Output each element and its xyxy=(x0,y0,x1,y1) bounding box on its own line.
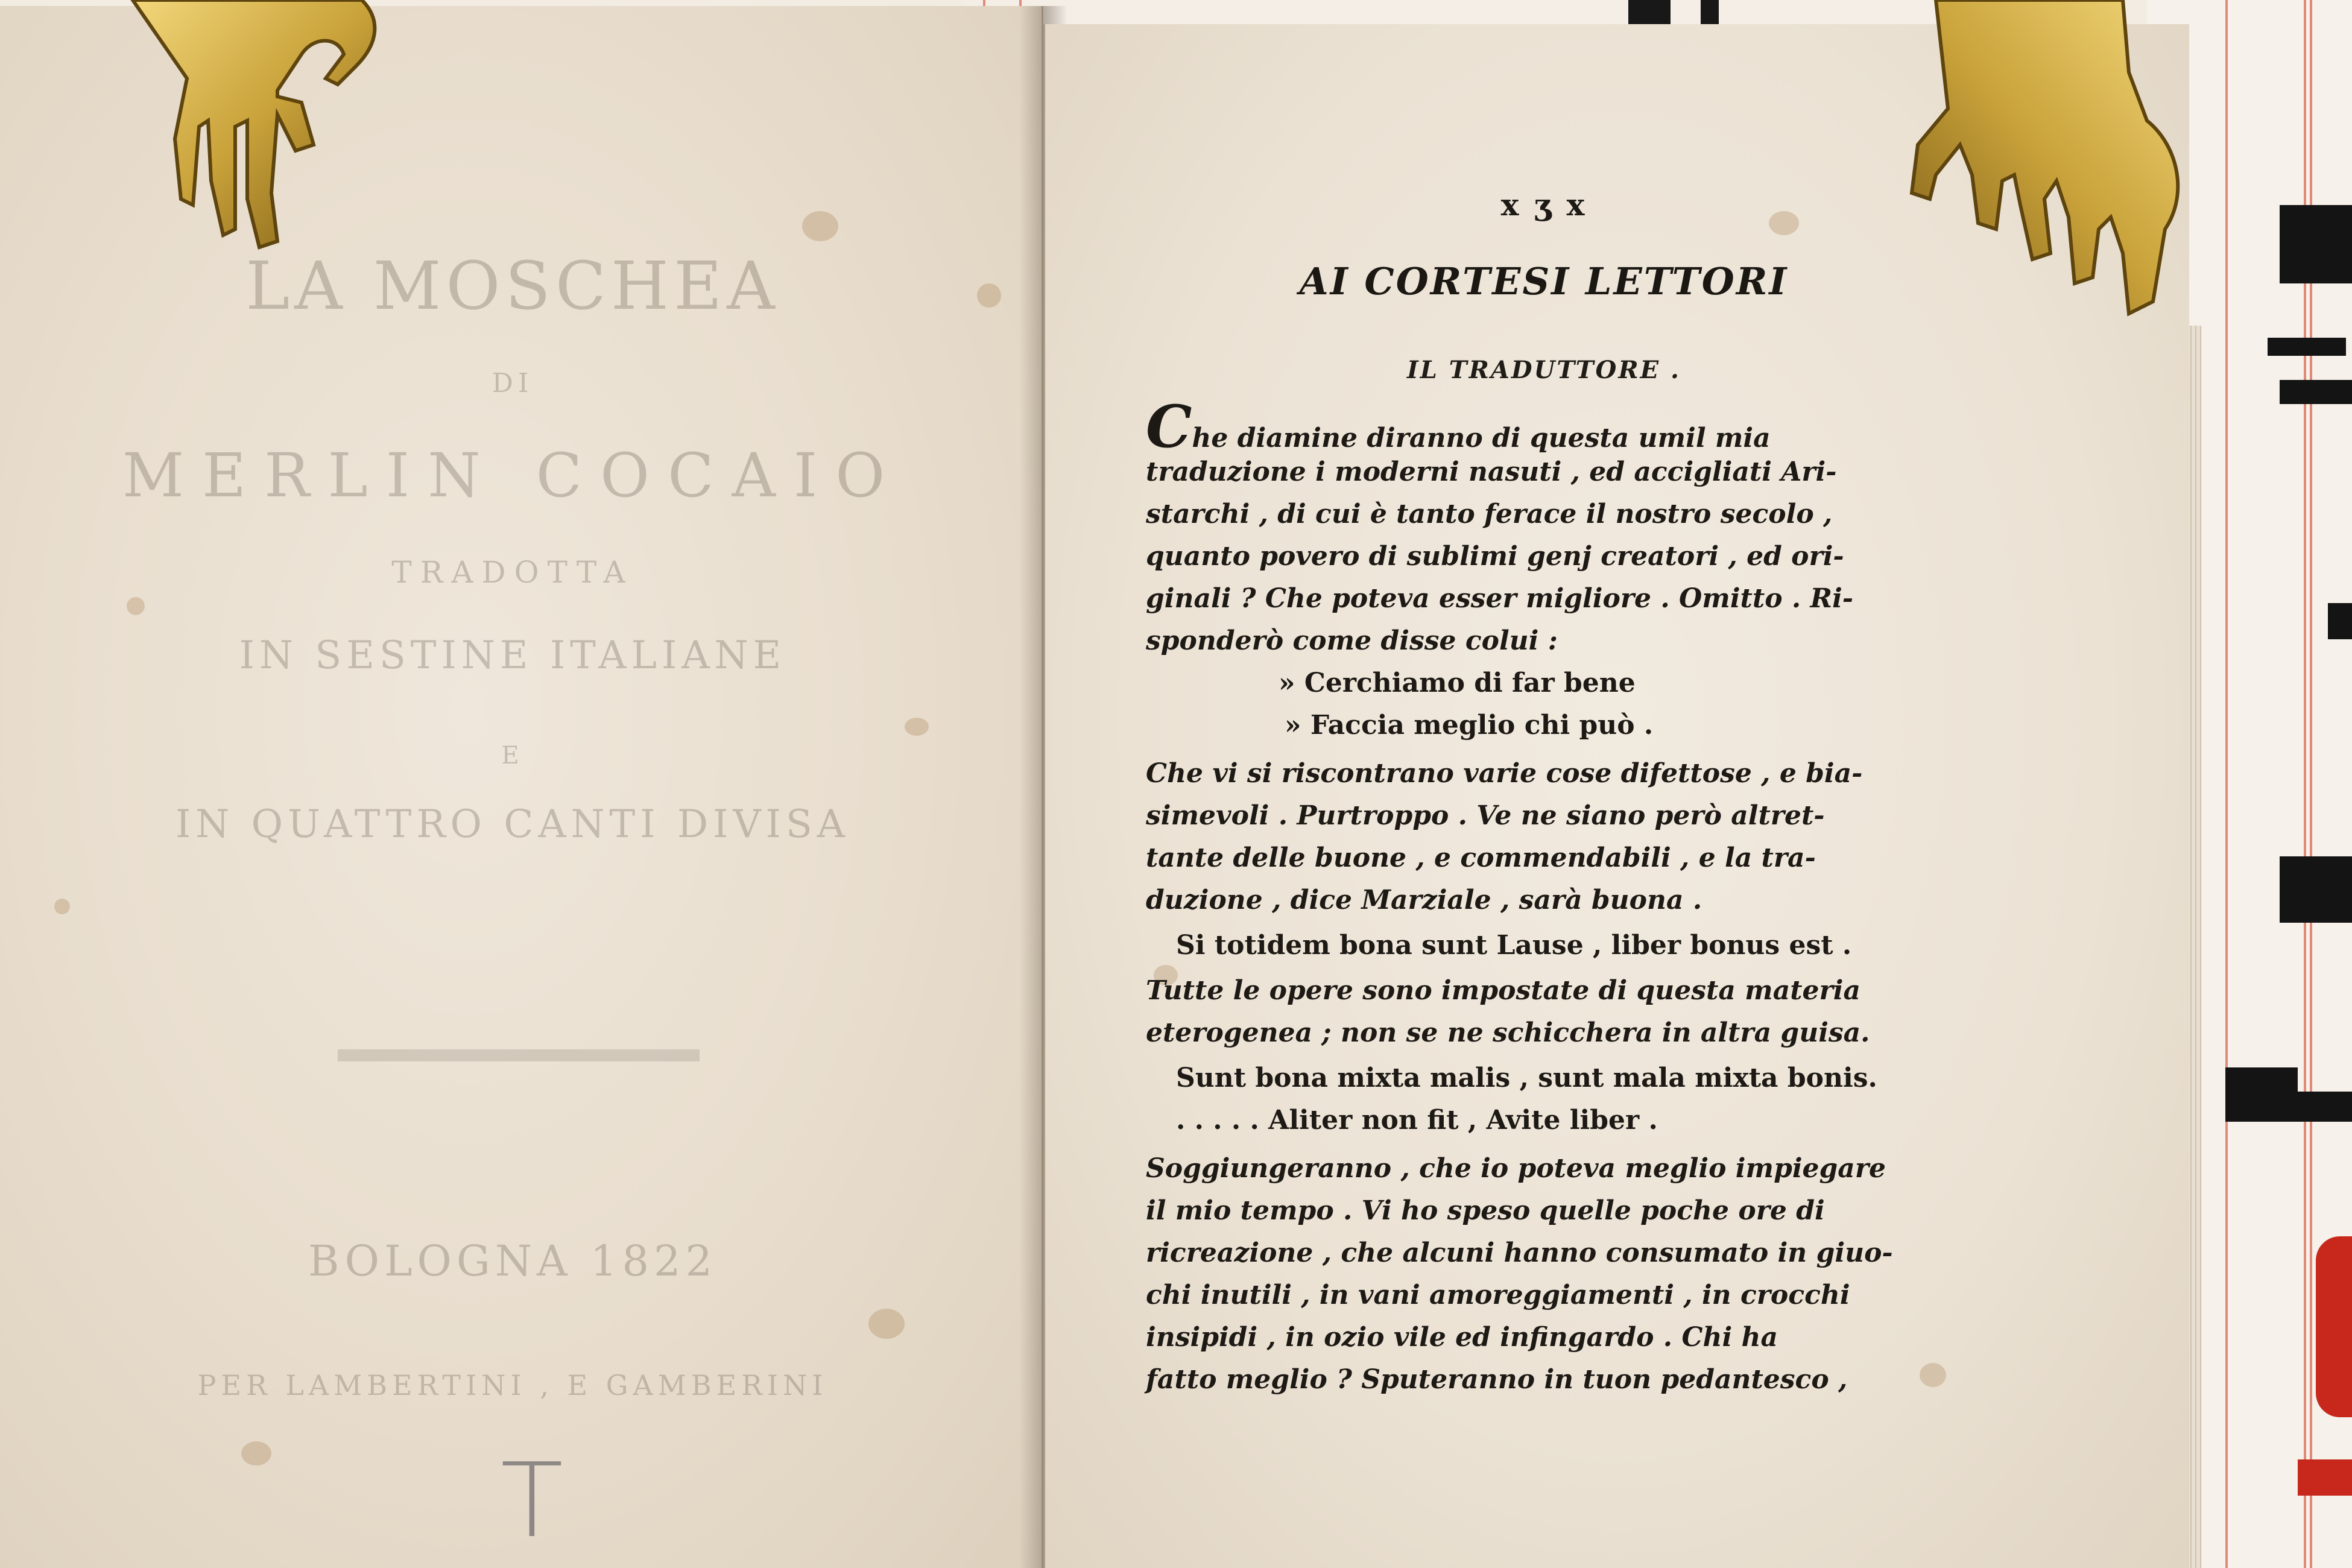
pencil-mark: T xyxy=(501,1441,563,1561)
verse-line: » Faccia meglio chi può . xyxy=(1285,710,1654,741)
text-line: tante delle buone , e commendabili , e la tra- xyxy=(1146,842,1816,873)
foxing-spot xyxy=(802,211,838,241)
text-line: traduzione i moderni nasuti , ed accigliati Ari- xyxy=(1146,457,1837,487)
manuscript-glyph xyxy=(2280,205,2352,283)
bleed-through-line: TRADOTTA xyxy=(391,555,634,590)
text-line: fatto meglio ? Sputeranno in tuon pedantesco , xyxy=(1146,1364,1848,1395)
text-line: ginali ? Che poteva esser migliore . Omitto . Ri- xyxy=(1146,583,1854,614)
manuscript-red-initial xyxy=(2298,1459,2352,1496)
text-line: starchi , di cui è tanto ferace il nostro secolo , xyxy=(1146,499,1833,530)
bleed-through-author: MERLIN COCAIO xyxy=(122,440,903,511)
bleed-through-printer: PER LAMBERTINI , E GAMBERINI xyxy=(197,1369,828,1402)
manuscript-glyph xyxy=(2280,856,2352,923)
foxing-spot xyxy=(241,1441,271,1465)
manuscript-glyph xyxy=(2280,380,2352,404)
bleed-through-line: IN SESTINE ITALIANE xyxy=(239,633,786,678)
foxing-spot xyxy=(127,597,145,615)
text-line: insipidi , in ozio vile ed infingardo . Chi ha xyxy=(1146,1322,1778,1353)
text-line: Che diamine diranno di questa umil mia xyxy=(1146,393,1771,461)
bleed-through-imprint: BOLOGNA 1822 xyxy=(308,1236,718,1286)
page-subheading: IL TRADUTTORE . xyxy=(1407,356,1681,384)
page-ornament: x ʒ x xyxy=(1500,187,1587,223)
page-heading: AI CORTESI LETTORI xyxy=(1299,259,1789,303)
verse-line: » Cerchiamo di far bene xyxy=(1279,668,1636,698)
bleed-through-rule xyxy=(338,1049,700,1061)
latin-quote-line: Sunt bona mixta malis , sunt mala mixta bonis. xyxy=(1176,1063,1877,1093)
foxing-spot xyxy=(905,718,929,736)
brass-hand-icon xyxy=(96,0,410,265)
text-line: Soggiungeranno , che io poteva meglio impiegare xyxy=(1146,1153,1886,1184)
text-line: Che vi si riscontrano varie cose difettose , e bia- xyxy=(1146,758,1863,789)
text-line: quanto povero di sublimi genj creatori , ed ori- xyxy=(1146,541,1844,572)
text-line: chi inutili , in vani amoreggiamenti , in crocchi xyxy=(1146,1280,1850,1310)
text-line: simevoli . Purtroppo . Ve ne siano però altret- xyxy=(1146,800,1825,831)
text-line: sponderò come disse colui : xyxy=(1146,625,1558,656)
foxing-spot xyxy=(868,1309,905,1339)
text-line: Tutte le opere sono impostate di questa materia xyxy=(1146,975,1860,1006)
printed-text-block xyxy=(1146,187,1942,1441)
brass-hand-icon xyxy=(1864,0,2201,326)
manuscript-red-initial xyxy=(2316,1236,2352,1417)
drop-cap: C xyxy=(1146,393,1192,461)
bleed-through-line: IN QUATTRO CANTI DIVISA xyxy=(175,802,850,847)
bleed-through-title: LA MOSCHEA xyxy=(245,247,780,324)
bleed-through-line: DI xyxy=(492,368,534,399)
bleed-through-line: E xyxy=(501,742,524,770)
latin-quote-line: . . . . . Aliter non fit , Avite liber . xyxy=(1176,1105,1658,1136)
text-line: eterogenea ; non se ne schicchera in altra guisa. xyxy=(1146,1017,1870,1048)
manuscript-glyph xyxy=(2268,338,2346,356)
latin-quote-line: Si totidem bona sunt Lause , liber bonus est . xyxy=(1176,930,1852,961)
text-line: duzione , dice Marziale , sarà buona . xyxy=(1146,885,1702,915)
manuscript-glyph xyxy=(2328,603,2352,639)
manuscript-glyph xyxy=(2249,1092,2352,1122)
text-line: il mio tempo . Vi ho speso quelle poche ore di xyxy=(1146,1195,1825,1226)
foxing-spot xyxy=(54,899,70,914)
text-line: ricreazione , che alcuni hanno consumato in giuo- xyxy=(1146,1238,1893,1268)
